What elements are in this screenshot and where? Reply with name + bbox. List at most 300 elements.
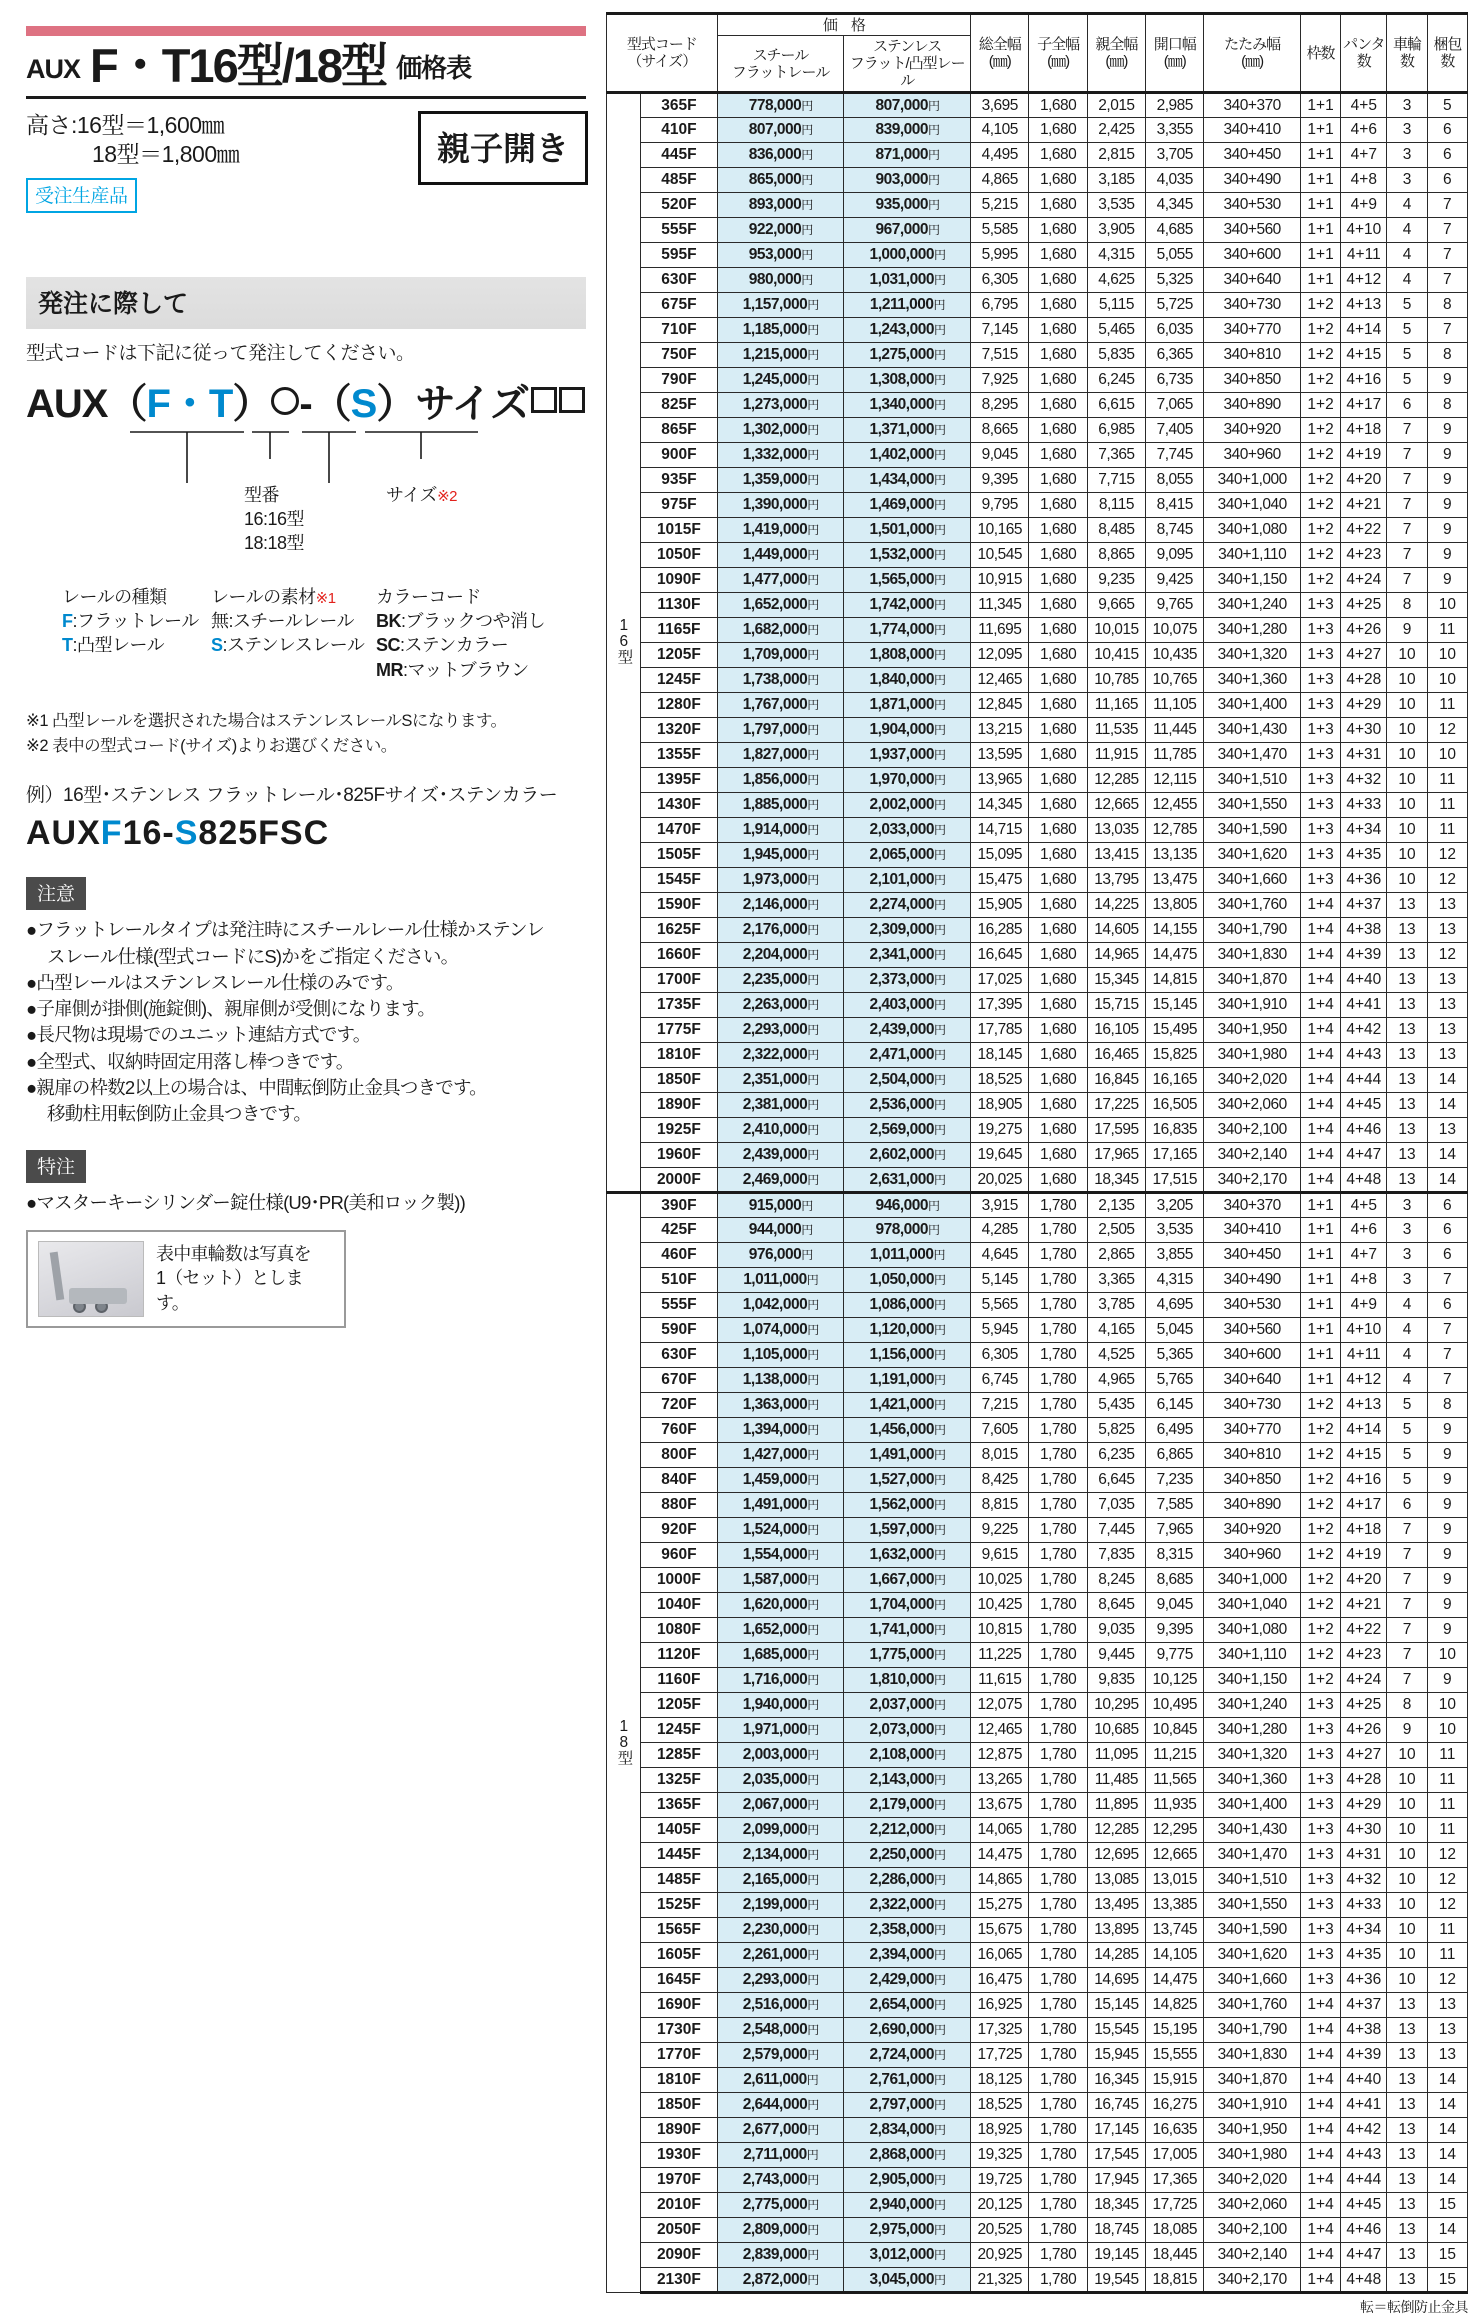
cell-model-code: 2050F <box>641 2218 717 2243</box>
cell-panta-count: 4+26 <box>1341 1718 1387 1743</box>
cell-price-stainless: 1,031,000円 <box>844 268 971 293</box>
cell-price-steel: 976,000円 <box>717 1243 844 1268</box>
cell-child-width: 1,780 <box>1029 2093 1087 2118</box>
cell-frame-count: 1+4 <box>1300 2268 1340 2293</box>
cell-parent-width: 16,105 <box>1087 1018 1145 1043</box>
cell-panta-count: 4+19 <box>1341 443 1387 468</box>
cell-child-width: 1,680 <box>1029 693 1087 718</box>
cell-model-code: 935F <box>641 468 717 493</box>
cell-child-width: 1,680 <box>1029 543 1087 568</box>
cell-fold-width: 340+1,830 <box>1204 2043 1301 2068</box>
cell-total-width: 10,815 <box>971 1618 1029 1643</box>
cell-opening-width: 2,985 <box>1146 93 1204 118</box>
cell-opening-width: 11,785 <box>1146 743 1204 768</box>
cell-fold-width: 340+2,060 <box>1204 2193 1301 2218</box>
formula-legend-lower <box>26 585 588 703</box>
cell-parent-width: 15,945 <box>1087 2043 1145 2068</box>
cell-child-width: 1,780 <box>1029 2193 1087 2218</box>
cell-total-width: 12,095 <box>971 643 1029 668</box>
cell-wheel-count: 13 <box>1387 893 1427 918</box>
cell-total-width: 16,925 <box>971 1993 1029 2018</box>
cell-fold-width: 340+640 <box>1204 1368 1301 1393</box>
table-row <box>607 418 1468 443</box>
cell-price-steel: 2,743,000円 <box>717 2168 844 2193</box>
cell-wheel-count: 10 <box>1387 768 1427 793</box>
cell-frame-count: 1+4 <box>1300 1143 1340 1168</box>
cell-price-stainless: 2,101,000円 <box>844 868 971 893</box>
cell-total-width: 7,605 <box>971 1418 1029 1443</box>
cell-child-width: 1,680 <box>1029 743 1087 768</box>
cell-panta-count: 4+21 <box>1341 1593 1387 1618</box>
legend-model-no <box>244 483 304 556</box>
table-row <box>607 668 1468 693</box>
cell-price-stainless: 1,532,000円 <box>844 543 971 568</box>
cell-price-steel: 1,767,000円 <box>717 693 844 718</box>
table-row <box>607 518 1468 543</box>
cell-parent-width: 8,115 <box>1087 493 1145 518</box>
cell-panta-count: 4+42 <box>1341 2118 1387 2143</box>
cell-price-stainless: 1,904,000円 <box>844 718 971 743</box>
cell-parent-width: 14,965 <box>1087 943 1145 968</box>
cell-price-stainless: 1,597,000円 <box>844 1518 971 1543</box>
cell-price-stainless: 2,439,000円 <box>844 1018 971 1043</box>
cell-opening-width: 8,055 <box>1146 468 1204 493</box>
cell-price-steel: 2,775,000円 <box>717 2193 844 2218</box>
cell-child-width: 1,680 <box>1029 718 1087 743</box>
cell-price-stainless: 2,309,000円 <box>844 918 971 943</box>
cell-parent-width: 16,745 <box>1087 2093 1145 2118</box>
cell-child-width: 1,780 <box>1029 1543 1087 1568</box>
cell-price-steel: 1,940,000円 <box>717 1693 844 1718</box>
cell-frame-count: 1+3 <box>1300 593 1340 618</box>
cell-price-steel: 2,199,000円 <box>717 1893 844 1918</box>
cell-total-width: 5,585 <box>971 218 1029 243</box>
cell-parent-width: 7,445 <box>1087 1518 1145 1543</box>
cell-wheel-count: 3 <box>1387 1243 1427 1268</box>
cell-child-width: 1,680 <box>1029 793 1087 818</box>
cell-opening-width: 7,585 <box>1146 1493 1204 1518</box>
cell-price-stainless: 2,073,000円 <box>844 1718 971 1743</box>
cell-model-code: 1285F <box>641 1743 717 1768</box>
cell-wheel-count: 3 <box>1387 93 1427 118</box>
cell-total-width: 20,525 <box>971 2218 1029 2243</box>
cell-total-width: 11,615 <box>971 1668 1029 1693</box>
cell-parent-width: 9,835 <box>1087 1668 1145 1693</box>
cell-child-width: 1,680 <box>1029 1043 1087 1068</box>
cell-panta-count: 4+9 <box>1341 193 1387 218</box>
cell-frame-count: 1+3 <box>1300 818 1340 843</box>
cell-wheel-count: 10 <box>1387 1793 1427 1818</box>
cell-panta-count: 4+16 <box>1341 1468 1387 1493</box>
cell-price-stainless: 2,033,000円 <box>844 818 971 843</box>
cell-child-width: 1,680 <box>1029 768 1087 793</box>
cell-opening-width: 17,005 <box>1146 2143 1204 2168</box>
cell-child-width: 1,780 <box>1029 1893 1087 1918</box>
cell-panta-count: 4+31 <box>1341 1843 1387 1868</box>
cell-parent-width: 4,315 <box>1087 243 1145 268</box>
cell-price-steel: 836,000円 <box>717 143 844 168</box>
cell-model-code: 1590F <box>641 893 717 918</box>
table-row <box>607 993 1468 1018</box>
cell-total-width: 15,475 <box>971 868 1029 893</box>
cell-frame-count: 1+2 <box>1300 468 1340 493</box>
cell-child-width: 1,680 <box>1029 568 1087 593</box>
cell-panta-count: 4+48 <box>1341 1168 1387 1193</box>
cell-frame-count: 1+4 <box>1300 2243 1340 2268</box>
cell-panta-count: 4+16 <box>1341 368 1387 393</box>
cell-wheel-count: 4 <box>1387 1343 1427 1368</box>
cell-opening-width: 9,425 <box>1146 568 1204 593</box>
cell-wheel-count: 13 <box>1387 943 1427 968</box>
cell-total-width: 10,915 <box>971 568 1029 593</box>
cell-wheel-count: 10 <box>1387 718 1427 743</box>
cell-panta-count: 4+28 <box>1341 1768 1387 1793</box>
cell-wheel-count: 10 <box>1387 668 1427 693</box>
cell-fold-width: 340+640 <box>1204 268 1301 293</box>
cell-child-width: 1,680 <box>1029 1068 1087 1093</box>
cell-parent-width: 11,485 <box>1087 1768 1145 1793</box>
cell-child-width: 1,780 <box>1029 2043 1087 2068</box>
cell-frame-count: 1+4 <box>1300 1093 1340 1118</box>
th-total-width-unit: (㎜) <box>988 53 1011 71</box>
cell-price-steel: 2,235,000円 <box>717 968 844 993</box>
cell-fold-width: 340+850 <box>1204 368 1301 393</box>
cell-frame-count: 1+2 <box>1300 1593 1340 1618</box>
cell-parent-width: 10,785 <box>1087 668 1145 693</box>
legend-rail-material-line-1: 無:スチールレール <box>211 611 354 632</box>
cell-model-code: 1160F <box>641 1668 717 1693</box>
cell-package-count: 13 <box>1427 918 1467 943</box>
th-opening-width-unit: (㎜) <box>1163 53 1186 71</box>
cell-panta-count: 4+40 <box>1341 2068 1387 2093</box>
cell-wheel-count: 5 <box>1387 368 1427 393</box>
cell-model-code: 1970F <box>641 2168 717 2193</box>
example-code-dash: - <box>162 814 175 853</box>
cell-price-steel: 1,856,000円 <box>717 768 844 793</box>
cell-price-steel: 922,000円 <box>717 218 844 243</box>
cell-opening-width: 17,365 <box>1146 2168 1204 2193</box>
cell-fold-width: 340+1,110 <box>1204 543 1301 568</box>
cell-wheel-count: 13 <box>1387 2143 1427 2168</box>
special-order-item: ●マスターキーシリンダー錠仕様(U9･PR(美和ロック製)) <box>26 1191 465 1213</box>
table-row <box>607 1468 1468 1493</box>
cell-fold-width: 340+2,060 <box>1204 1093 1301 1118</box>
cell-price-stainless: 1,527,000円 <box>844 1468 971 1493</box>
cell-frame-count: 1+1 <box>1300 193 1340 218</box>
cell-parent-width: 5,825 <box>1087 1418 1145 1443</box>
cell-opening-width: 14,825 <box>1146 1993 1204 2018</box>
cell-fold-width: 340+1,080 <box>1204 518 1301 543</box>
table-row <box>607 968 1468 993</box>
cell-package-count: 7 <box>1427 318 1467 343</box>
cell-fold-width: 340+920 <box>1204 1518 1301 1543</box>
cell-price-stainless: 2,868,000円 <box>844 2143 971 2168</box>
cell-model-code: 2000F <box>641 1168 717 1193</box>
cell-package-count: 14 <box>1427 2093 1467 2118</box>
cell-panta-count: 4+6 <box>1341 118 1387 143</box>
cell-fold-width: 340+1,360 <box>1204 1768 1301 1793</box>
cell-fold-width: 340+1,000 <box>1204 468 1301 493</box>
cell-package-count: 13 <box>1427 1018 1467 1043</box>
th-child-width-unit: (㎜) <box>1047 53 1070 71</box>
cell-fold-width: 340+1,980 <box>1204 1043 1301 1068</box>
cell-opening-width: 18,815 <box>1146 2268 1204 2293</box>
cell-fold-width: 340+1,040 <box>1204 1593 1301 1618</box>
cell-price-stainless: 1,774,000円 <box>844 618 971 643</box>
cell-parent-width: 10,295 <box>1087 1693 1145 1718</box>
cell-package-count: 9 <box>1427 443 1467 468</box>
cell-model-code: 1000F <box>641 1568 717 1593</box>
cell-parent-width: 17,945 <box>1087 2168 1145 2193</box>
cell-fold-width: 340+960 <box>1204 1543 1301 1568</box>
special-order-section <box>26 1150 588 1328</box>
cell-wheel-count: 10 <box>1387 693 1427 718</box>
cell-panta-count: 4+20 <box>1341 468 1387 493</box>
cell-parent-width: 6,245 <box>1087 368 1145 393</box>
table-row <box>607 2018 1468 2043</box>
cell-fold-width: 340+490 <box>1204 168 1301 193</box>
cell-package-count: 13 <box>1427 1043 1467 1068</box>
th-frame-count: 枠数 <box>1300 14 1340 93</box>
cell-wheel-count: 3 <box>1387 118 1427 143</box>
cell-child-width: 1,780 <box>1029 1218 1087 1243</box>
cell-total-width: 13,265 <box>971 1768 1029 1793</box>
cell-opening-width: 18,085 <box>1146 2218 1204 2243</box>
cell-parent-width: 15,345 <box>1087 968 1145 993</box>
cell-package-count: 9 <box>1427 468 1467 493</box>
cell-total-width: 18,925 <box>971 2118 1029 2143</box>
cell-fold-width: 340+1,470 <box>1204 743 1301 768</box>
cell-model-code: 1130F <box>641 593 717 618</box>
caution-item: ●フラットレールタイプは発注時にスチールレール仕様かステンレ スレール仕様(型式コードにS)かをご指定ください。 <box>26 919 544 967</box>
cell-opening-width: 15,495 <box>1146 1018 1204 1043</box>
formula-paren-close: ） <box>232 381 272 426</box>
cell-panta-count: 4+44 <box>1341 2168 1387 2193</box>
cell-fold-width: 340+2,100 <box>1204 2218 1301 2243</box>
cell-price-steel: 1,973,000円 <box>717 868 844 893</box>
cell-panta-count: 4+48 <box>1341 2268 1387 2293</box>
cell-price-stainless: 2,504,000円 <box>844 1068 971 1093</box>
cell-parent-width: 13,795 <box>1087 868 1145 893</box>
cell-parent-width: 16,345 <box>1087 2068 1145 2093</box>
table-row <box>607 1318 1468 1343</box>
cell-package-count: 12 <box>1427 843 1467 868</box>
cell-frame-count: 1+3 <box>1300 743 1340 768</box>
table-row <box>607 1643 1468 1668</box>
cell-parent-width: 12,665 <box>1087 793 1145 818</box>
cell-parent-width: 17,965 <box>1087 1143 1145 1168</box>
cell-frame-count: 1+1 <box>1300 143 1340 168</box>
cell-parent-width: 3,185 <box>1087 168 1145 193</box>
cell-opening-width: 7,745 <box>1146 443 1204 468</box>
th-total-width-label: 総全幅 <box>978 36 1021 54</box>
cell-opening-width: 3,205 <box>1146 1193 1204 1218</box>
cell-price-steel: 1,914,000円 <box>717 818 844 843</box>
price-table <box>606 12 1468 2294</box>
cell-frame-count: 1+2 <box>1300 1418 1340 1443</box>
cell-price-steel: 2,322,000円 <box>717 1043 844 1068</box>
cell-model-code: 720F <box>641 1393 717 1418</box>
cell-price-stainless: 2,834,000円 <box>844 2118 971 2143</box>
table-row <box>607 693 1468 718</box>
cell-parent-width: 13,035 <box>1087 818 1145 843</box>
cell-price-stainless: 1,456,000円 <box>844 1418 971 1443</box>
cell-parent-width: 18,745 <box>1087 2218 1145 2243</box>
cell-panta-count: 4+33 <box>1341 793 1387 818</box>
caution-item: ●子扉側が掛側(施錠側)、親扉側が受側になります。 <box>26 998 436 1020</box>
cell-child-width: 1,680 <box>1029 93 1087 118</box>
cell-total-width: 6,745 <box>971 1368 1029 1393</box>
cell-price-steel: 1,215,000円 <box>717 343 844 368</box>
table-row <box>607 893 1468 918</box>
model-group-label: 16型 <box>607 93 641 1193</box>
cell-total-width: 5,945 <box>971 1318 1029 1343</box>
cell-price-steel: 2,548,000円 <box>717 2018 844 2043</box>
cell-parent-width: 19,145 <box>1087 2243 1145 2268</box>
cell-frame-count: 1+2 <box>1300 293 1340 318</box>
cell-parent-width: 17,145 <box>1087 2118 1145 2143</box>
cell-frame-count: 1+4 <box>1300 2218 1340 2243</box>
cell-total-width: 15,675 <box>971 1918 1029 1943</box>
cell-child-width: 1,780 <box>1029 1743 1087 1768</box>
cell-parent-width: 6,235 <box>1087 1443 1145 1468</box>
cell-panta-count: 4+38 <box>1341 2018 1387 2043</box>
cell-panta-count: 4+23 <box>1341 1643 1387 1668</box>
cell-price-steel: 2,003,000円 <box>717 1743 844 1768</box>
cell-model-code: 410F <box>641 118 717 143</box>
cell-package-count: 13 <box>1427 968 1467 993</box>
cell-wheel-count: 7 <box>1387 1518 1427 1543</box>
cell-opening-width: 10,495 <box>1146 1693 1204 1718</box>
cell-frame-count: 1+2 <box>1300 1493 1340 1518</box>
cell-total-width: 12,875 <box>971 1743 1029 1768</box>
cell-parent-width: 11,535 <box>1087 718 1145 743</box>
cell-opening-width: 10,125 <box>1146 1668 1204 1693</box>
price-table-column <box>606 12 1472 2317</box>
cell-parent-width: 18,345 <box>1087 2193 1145 2218</box>
cell-price-steel: 2,134,000円 <box>717 1843 844 1868</box>
cell-fold-width: 340+1,550 <box>1204 1893 1301 1918</box>
cell-parent-width: 16,465 <box>1087 1043 1145 1068</box>
legend-size-mark: ※2 <box>437 487 457 505</box>
cell-wheel-count: 13 <box>1387 2193 1427 2218</box>
cell-price-steel: 1,449,000円 <box>717 543 844 568</box>
cell-total-width: 20,125 <box>971 2193 1029 2218</box>
cell-wheel-count: 7 <box>1387 518 1427 543</box>
cell-frame-count: 1+3 <box>1300 643 1340 668</box>
cell-price-steel: 1,945,000円 <box>717 843 844 868</box>
cell-wheel-count: 10 <box>1387 1968 1427 1993</box>
cell-parent-width: 6,985 <box>1087 418 1145 443</box>
ordering-footnotes <box>26 709 588 759</box>
cell-fold-width: 340+1,320 <box>1204 1743 1301 1768</box>
cell-package-count: 9 <box>1427 1543 1467 1568</box>
cell-wheel-count: 7 <box>1387 1643 1427 1668</box>
cell-frame-count: 1+4 <box>1300 1068 1340 1093</box>
cell-opening-width: 7,405 <box>1146 418 1204 443</box>
cell-price-stainless: 2,654,000円 <box>844 1993 971 2018</box>
legend-color-code <box>376 585 545 682</box>
cell-model-code: 1850F <box>641 2093 717 2118</box>
cell-total-width: 14,865 <box>971 1868 1029 1893</box>
table-row <box>607 318 1468 343</box>
cell-price-stainless: 1,469,000円 <box>844 493 971 518</box>
cell-frame-count: 1+2 <box>1300 393 1340 418</box>
cell-package-count: 14 <box>1427 2118 1467 2143</box>
cell-package-count: 10 <box>1427 1718 1467 1743</box>
cell-parent-width: 14,225 <box>1087 893 1145 918</box>
cell-total-width: 8,425 <box>971 1468 1029 1493</box>
cell-opening-width: 7,965 <box>1146 1518 1204 1543</box>
cell-total-width: 6,305 <box>971 1343 1029 1368</box>
cell-frame-count: 1+4 <box>1300 2068 1340 2093</box>
table-row <box>607 1793 1468 1818</box>
cell-child-width: 1,680 <box>1029 943 1087 968</box>
cell-price-steel: 1,738,000円 <box>717 668 844 693</box>
cell-opening-width: 12,115 <box>1146 768 1204 793</box>
cell-model-code: 1320F <box>641 718 717 743</box>
cell-child-width: 1,680 <box>1029 818 1087 843</box>
cell-panta-count: 4+22 <box>1341 518 1387 543</box>
cell-fold-width: 340+1,760 <box>1204 1993 1301 2018</box>
cell-model-code: 1505F <box>641 843 717 868</box>
cell-model-code: 460F <box>641 1243 717 1268</box>
cell-wheel-count: 7 <box>1387 468 1427 493</box>
cell-opening-width: 6,865 <box>1146 1443 1204 1468</box>
cell-wheel-count: 13 <box>1387 1068 1427 1093</box>
cell-opening-width: 11,565 <box>1146 1768 1204 1793</box>
cell-opening-width: 10,765 <box>1146 668 1204 693</box>
cell-package-count: 14 <box>1427 2143 1467 2168</box>
cell-wheel-count: 10 <box>1387 643 1427 668</box>
cell-wheel-count: 10 <box>1387 1743 1427 1768</box>
cell-fold-width: 340+1,620 <box>1204 843 1301 868</box>
cell-child-width: 1,780 <box>1029 1568 1087 1593</box>
table-row <box>607 1393 1468 1418</box>
cell-total-width: 11,695 <box>971 618 1029 643</box>
cell-package-count: 14 <box>1427 2068 1467 2093</box>
cell-model-code: 630F <box>641 268 717 293</box>
cell-total-width: 4,865 <box>971 168 1029 193</box>
cell-opening-width: 16,505 <box>1146 1093 1204 1118</box>
cell-price-steel: 2,644,000円 <box>717 2093 844 2118</box>
cell-frame-count: 1+3 <box>1300 793 1340 818</box>
cell-model-code: 865F <box>641 418 717 443</box>
cell-price-stainless: 2,905,000円 <box>844 2168 971 2193</box>
cell-total-width: 9,615 <box>971 1543 1029 1568</box>
cell-frame-count: 1+1 <box>1300 1193 1340 1218</box>
cell-total-width: 14,345 <box>971 793 1029 818</box>
cell-wheel-count: 7 <box>1387 1593 1427 1618</box>
th-model-code-line-2: （サイズ） <box>627 53 697 71</box>
cell-opening-width: 11,935 <box>1146 1793 1204 1818</box>
cell-price-steel: 1,971,000円 <box>717 1718 844 1743</box>
table-row <box>607 1443 1468 1468</box>
cell-total-width: 11,345 <box>971 593 1029 618</box>
cell-total-width: 12,465 <box>971 1718 1029 1743</box>
cell-total-width: 13,675 <box>971 1793 1029 1818</box>
cell-price-stainless: 1,741,000円 <box>844 1618 971 1643</box>
cell-total-width: 5,145 <box>971 1268 1029 1293</box>
cell-total-width: 10,425 <box>971 1593 1029 1618</box>
cell-package-count: 13 <box>1427 893 1467 918</box>
th-price-sus-line-2: フラット/凸型レール <box>849 55 965 90</box>
cell-frame-count: 1+3 <box>1300 693 1340 718</box>
cell-wheel-count: 10 <box>1387 1768 1427 1793</box>
legend-rail-material-title: レールの素材※1 <box>211 586 336 607</box>
cell-total-width: 12,075 <box>971 1693 1029 1718</box>
cell-price-steel: 1,685,000円 <box>717 1643 844 1668</box>
